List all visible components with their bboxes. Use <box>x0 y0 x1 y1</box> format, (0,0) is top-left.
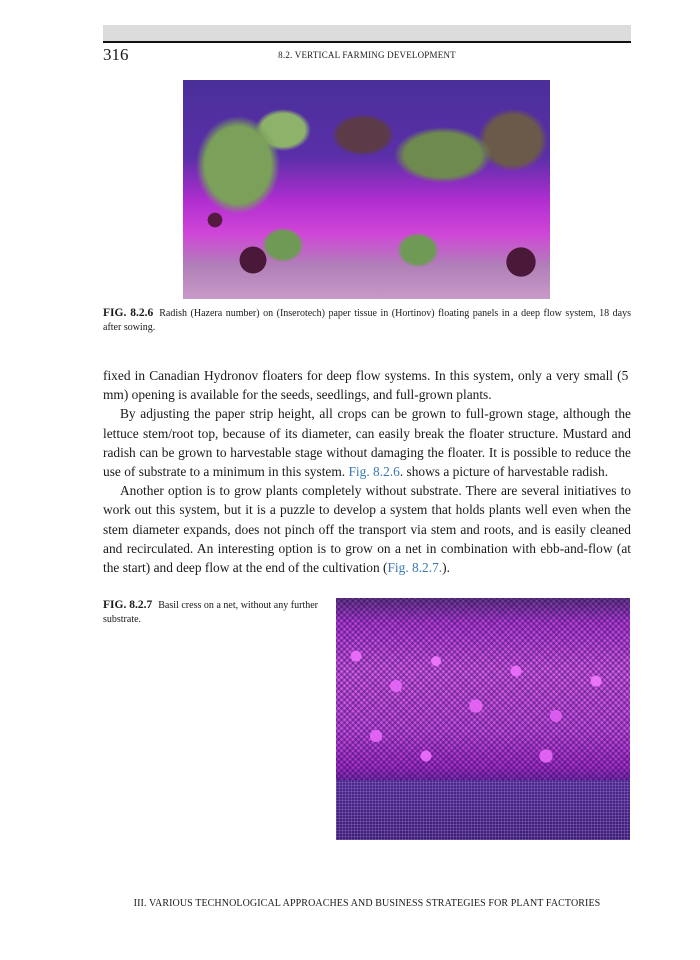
body-text <box>103 366 631 577</box>
paragraph-text: ). <box>442 560 450 576</box>
paragraph-text: Another option is to grow plants completely without substrate. There are several initiatives to work out this system, but it is a puzzle to develop a system that holds plants well even when the stem diameter expands, does not pinch off the transport via stem and roots, and is easily cleaned and recirculated. An interesting option is to grow on a net in combination with ebb-and-flow (at the start) and deep flow at the end of the cultivation ( <box>103 483 631 576</box>
running-head: 8.2. VERTICAL FARMING DEVELOPMENT <box>278 50 456 60</box>
paragraph-3 <box>103 481 631 577</box>
net-graphic <box>336 780 630 840</box>
paragraph-text: . shows a picture of harvestable radish. <box>399 464 609 480</box>
header-bar <box>103 25 631 41</box>
figure-8-2-7-image <box>336 598 630 840</box>
paragraph-2 <box>103 404 631 481</box>
header-rule <box>103 41 631 43</box>
paragraph-text: By adjusting the paper strip height, all crops can be grown to full-grown stage, although the lettuce stem/root top, because of its diameter, can easily break the floater structure. Mustard and radish can be grown to harvestable stage without damaging the floater. It is possible to reduce the use of substrate to a minimum in this system. <box>103 406 631 480</box>
figure-8-2-6-image <box>183 80 550 299</box>
figure-8-2-6-caption <box>103 306 631 335</box>
footer: III. VARIOUS TECHNOLOGICAL APPROACHES AND BUSINESS STRATEGIES FOR PLANT FACTORIES <box>133 898 601 909</box>
figure-label: FIG. 8.2.7 <box>103 599 153 611</box>
figure-label: FIG. 8.2.6 <box>103 307 154 319</box>
caption-text: Radish (Hazera number) on (Inserotech) paper tissue in (Hortinov) floating panels in a deep flow system, 18 days after sowing. <box>103 308 632 333</box>
figure-link-8-2-7[interactable]: Fig. 8.2.7. <box>387 560 443 576</box>
figure-8-2-7-caption <box>103 598 318 627</box>
basil-leaves-graphic <box>336 616 630 786</box>
paragraph-1: fixed in Canadian Hydronov floaters for deep flow systems. In this system, only a very small (5 mm) opening is available for the seeds, seedlings, and full-grown plants. <box>103 368 631 403</box>
figure-link-8-2-6[interactable]: Fig. 8.2.6 <box>348 464 400 480</box>
caption-text: Basil cress on a net, without any further substrate. <box>103 600 318 625</box>
page-number: 316 <box>103 45 129 64</box>
